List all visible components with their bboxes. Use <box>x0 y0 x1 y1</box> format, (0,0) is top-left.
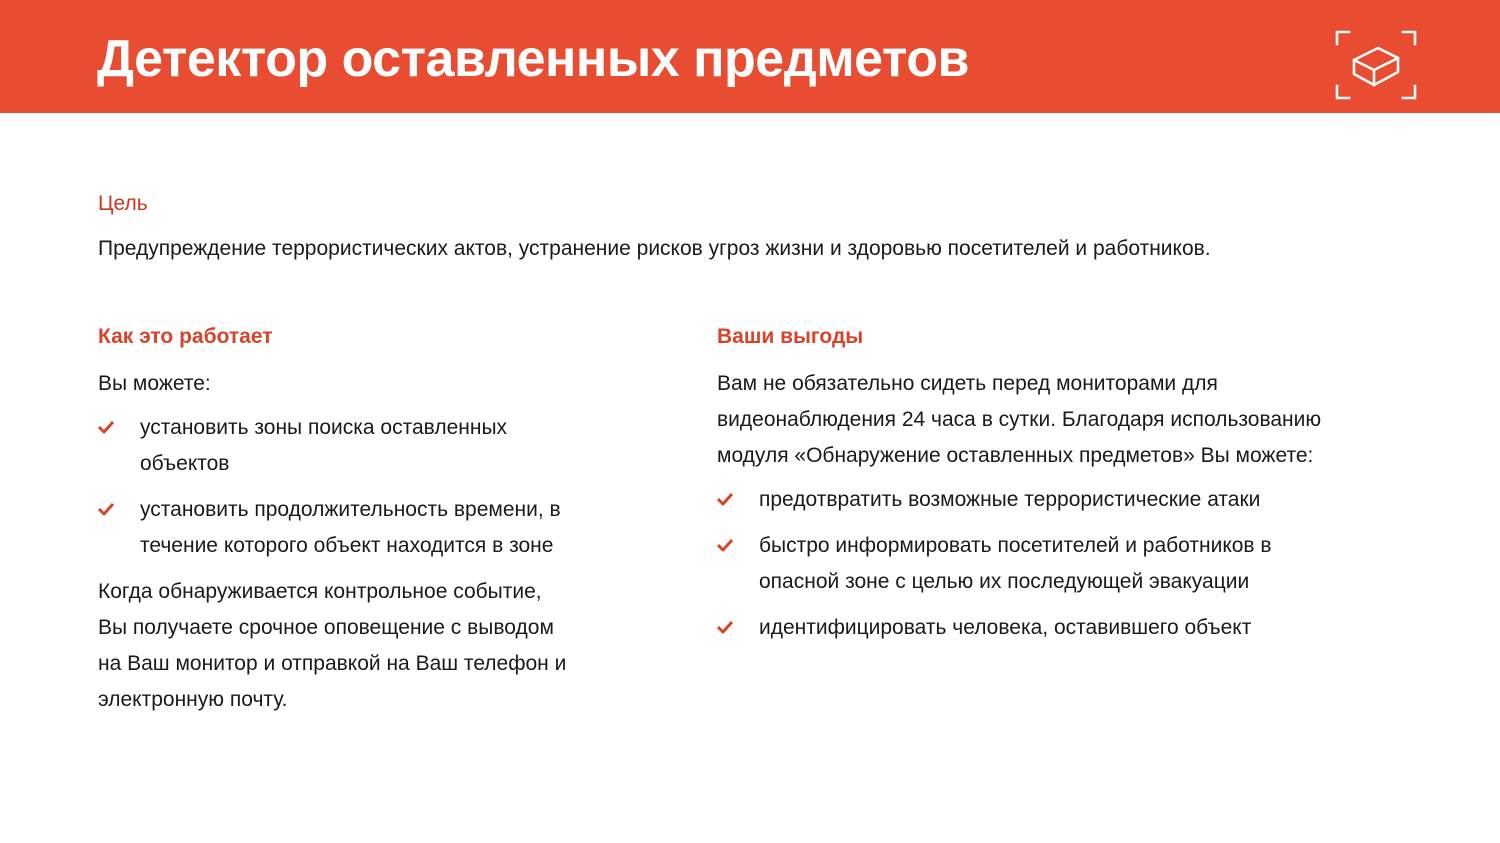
checkmark-icon <box>98 502 114 516</box>
list-item-line: установить зоны поиска оставленных <box>140 416 508 439</box>
box-in-frame-icon <box>1335 30 1417 100</box>
intro-line: модуля «Обнаружение оставленных предметов» Вы можете: <box>717 444 1314 467</box>
list-item-line: установить продолжительность времени, в <box>140 498 561 521</box>
checkmark-icon <box>717 620 733 634</box>
list-item <box>98 410 618 482</box>
outro-line: на Ваш монитор и отправкой на Ваш телефон и <box>98 652 567 675</box>
benefits-list <box>717 482 1397 646</box>
list-item <box>717 610 1397 646</box>
benefits-intro <box>717 366 1397 474</box>
goal-text: Предупреждение террористических актов, устранение рисков угроз жизни и здоровью посетителей и работников. <box>98 237 1211 260</box>
checkmark-icon <box>717 492 733 506</box>
outro-line: электронную почту. <box>98 688 288 711</box>
intro-line: видеонаблюдения 24 часа в сутки. Благодаря использованию <box>717 408 1322 431</box>
checkmark-icon <box>717 538 733 552</box>
outro-line: Когда обнаруживается контрольное событие, <box>98 580 542 603</box>
how-it-works-outro <box>98 574 618 718</box>
page-title: Детектор оставленных предметов <box>97 30 969 88</box>
list-item-line: идентифицировать человека, оставившего объект <box>759 616 1252 639</box>
list-item <box>98 492 618 564</box>
list-item-line: предотвратить возможные террористические атаки <box>759 488 1261 511</box>
list-item-line: опасной зоне с целью их последующей эвакуации <box>759 570 1250 593</box>
how-it-works-intro: Вы можете: <box>98 372 211 395</box>
list-item-line: быстро информировать посетителей и работников в <box>759 534 1272 557</box>
outro-line: Вы получаете срочное оповещение с выводом <box>98 616 554 639</box>
goal-label: Цель <box>98 192 148 215</box>
checkmark-icon <box>98 420 114 434</box>
list-item <box>717 482 1397 518</box>
list-item <box>717 528 1397 600</box>
list-item-line: объектов <box>140 452 230 475</box>
how-it-works-heading: Как это работает <box>98 325 273 348</box>
list-item-line: течение которого объект находится в зоне <box>140 534 554 557</box>
benefits-section <box>717 322 1397 656</box>
intro-line: Вам не обязательно сидеть перед мониторами для <box>717 372 1218 395</box>
how-it-works-section <box>98 322 618 718</box>
title-banner <box>0 0 1500 113</box>
how-it-works-list <box>98 410 618 564</box>
benefits-heading: Ваши выгоды <box>717 325 864 348</box>
